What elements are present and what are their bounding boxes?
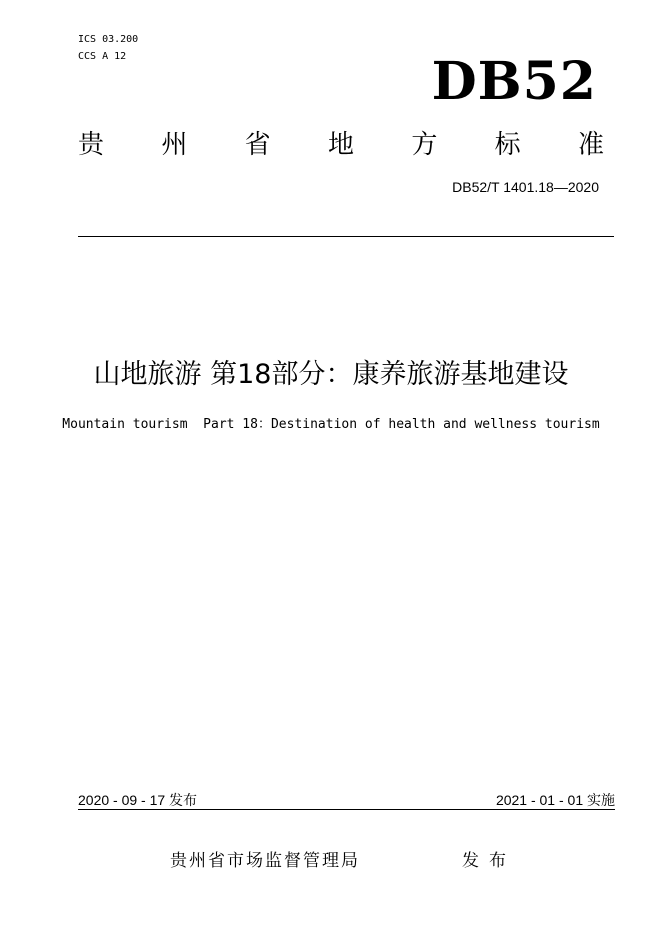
standard-type-char: 州 [161, 130, 188, 160]
issuing-authority: 贵州省市场监督管理局 [170, 851, 360, 871]
standard-type-char: 准 [577, 130, 604, 160]
db-code-logo: DB52 [431, 51, 597, 112]
publish-label: 发布 [462, 851, 516, 871]
standard-type-char: 标 [494, 130, 521, 160]
standard-type-char: 省 [244, 130, 271, 160]
standard-type-char: 贵 [78, 130, 105, 160]
header-divider [78, 236, 614, 237]
standard-type-char: 方 [411, 130, 438, 160]
footer-divider [78, 809, 615, 810]
standard-type-heading [78, 128, 604, 162]
ics-code: ICS 03.200 [78, 34, 139, 45]
implementation-date: 2021 - 01 - 01 实施 [495, 792, 615, 808]
standard-number: DB52/T 1401.18—2020 [452, 179, 599, 195]
issue-date: 2020 - 09 - 17 发布 [78, 792, 198, 808]
english-title: Mountain tourism Part 18：Destination of health and wellness tourism [62, 417, 600, 432]
standard-type-char: 地 [327, 130, 354, 160]
ccs-code: CCS A 12 [78, 51, 127, 62]
chinese-title: 山地旅游 第18部分：康养旅游基地建设 [93, 359, 569, 390]
